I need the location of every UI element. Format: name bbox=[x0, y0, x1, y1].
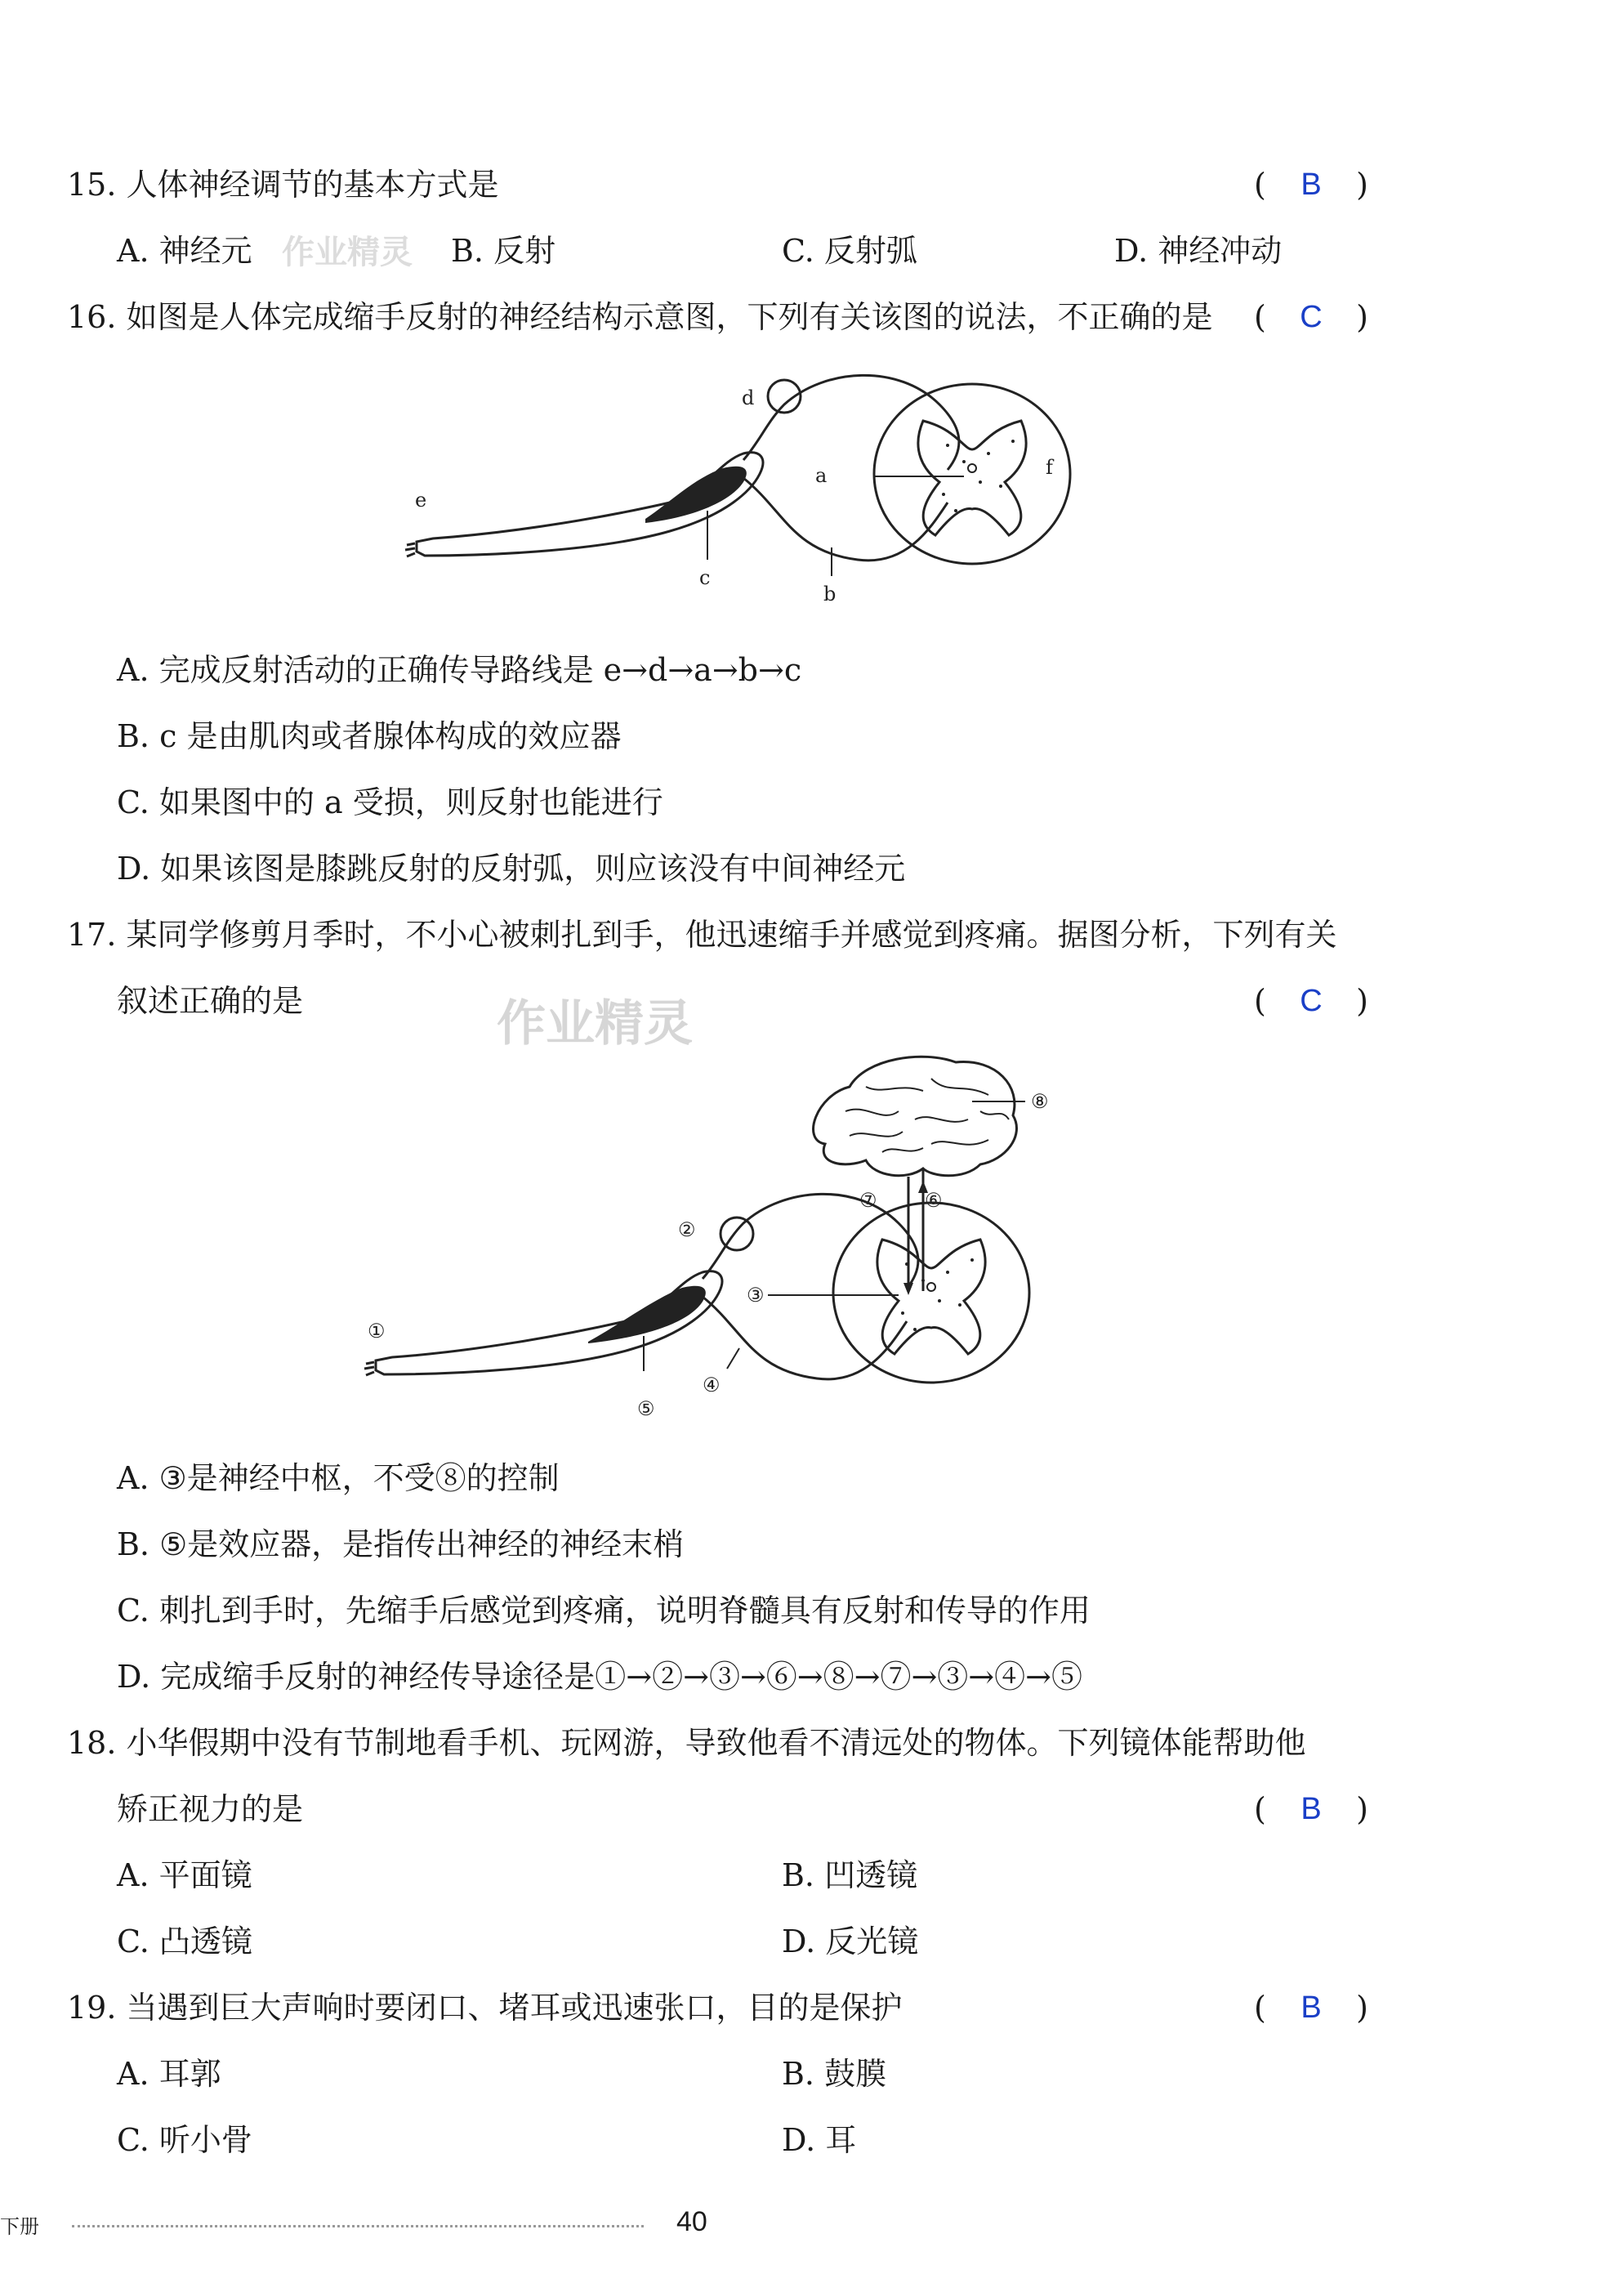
question-16-option-a: A. 完成反射活动的正确传导路线是 e→d→a→b→c bbox=[117, 652, 802, 688]
question-15-option-d: D. 神经冲动 bbox=[1114, 233, 1283, 269]
figure-label-d: d bbox=[742, 386, 755, 409]
answer-letter: B bbox=[1301, 168, 1322, 202]
question-15-option-c: C. 反射弧 bbox=[782, 233, 917, 269]
question-19-option-a: A. 耳郭 bbox=[117, 2056, 221, 2092]
question-15-option-b: B. 反射 bbox=[451, 233, 556, 269]
question-17-option-c: C. 刺扎到手时，先缩手后感觉到疼痛，说明脊髓具有反射和传导的作用 bbox=[117, 1593, 1091, 1629]
question-19-stem: 19. 当遇到巨大声响时要闭口、堵耳或迅速张口，目的是保护 bbox=[67, 1990, 903, 2026]
question-19-option-d: D. 耳 bbox=[782, 2122, 857, 2158]
reflex-arc-figure-16 bbox=[400, 372, 1086, 617]
question-17-option-d: D. 完成缩手反射的神经传导途径是①→②→③→⑥→⑧→⑦→③→④→⑤ bbox=[117, 1659, 1082, 1695]
answer-letter: B bbox=[1301, 1792, 1322, 1826]
figure-label-b: b bbox=[823, 583, 837, 605]
figure-label-6: ⑥ bbox=[925, 1189, 943, 1212]
question-18-stem-continued: 矫正视力的是 bbox=[117, 1791, 304, 1827]
question-19-option-c: C. 听小骨 bbox=[117, 2122, 252, 2158]
figure-label-e: e bbox=[415, 489, 427, 512]
figure-label-2: ② bbox=[678, 1218, 696, 1241]
answer-letter: B bbox=[1301, 1990, 1322, 2025]
question-16-stem: 16. 如图是人体完成缩手反射的神经结构示意图，下列有关该图的说法，不正确的是 bbox=[67, 299, 1213, 335]
question-15-stem: 15. 人体神经调节的基本方式是 bbox=[67, 167, 499, 203]
figure-label-3: ③ bbox=[747, 1284, 765, 1307]
question-17-option-b: B. ⑤是效应器，是指传出神经的神经末梢 bbox=[117, 1526, 685, 1562]
figure-label-a: a bbox=[815, 464, 828, 487]
figure-label-1: ① bbox=[368, 1320, 386, 1343]
figure-label-f: f bbox=[1046, 456, 1053, 479]
figure-label-5: ⑤ bbox=[637, 1397, 655, 1420]
question-17-stem-continued: 叙述正确的是 bbox=[117, 983, 304, 1019]
figure-label-c: c bbox=[699, 566, 711, 589]
question-18-option-a: A. 平面镜 bbox=[117, 1857, 252, 1893]
figure-label-4: ④ bbox=[703, 1374, 721, 1396]
figure-label-8: ⑧ bbox=[1031, 1090, 1049, 1113]
question-17-option-a: A. ③是神经中枢，不受⑧的控制 bbox=[117, 1460, 560, 1496]
question-16-option-d: D. 如果该图是膝跳反射的反射弧，则应该没有中间神经元 bbox=[117, 851, 906, 887]
reflex-arc-figure-17 bbox=[359, 1046, 1095, 1430]
question-16-option-b: B. c 是由肌肉或者腺体构成的效应器 bbox=[117, 718, 622, 754]
question-18-stem: 18. 小华假期中没有节制地看手机、玩网游，导致他看不清远处的物体。下列镜体能帮助他 bbox=[67, 1725, 1306, 1761]
footer-section-label: 下册 bbox=[0, 2215, 39, 2238]
watermark: 作业精灵 bbox=[282, 234, 413, 271]
figure-label-7: ⑦ bbox=[859, 1189, 877, 1212]
watermark: 作业精灵 bbox=[497, 995, 693, 1052]
question-19-option-b: B. 鼓膜 bbox=[782, 2056, 887, 2092]
question-18-option-b: B. 凹透镜 bbox=[782, 1857, 918, 1893]
page-number: 40 bbox=[676, 2206, 707, 2237]
worksheet-page: 作业精灵 作业精灵 15. 人体神经调节的基本方式是 ( B ) A. 神经元 B. 反射 C. 反射弧 D. 神经冲动 16. 如图是人体完成缩手反射的神经结构示意图，下列有关该图的说法，不正确的是 ( C ) d a f e c b A. 完成反射活动的正确传导路线是 e→d→a→b→c B. c 是由肌肉或者腺体构成的效应器 C. 如果图中的 a 受损，则反射也能进行 D. 如果该图是膝跳反射的反射弧，则应该没有中间神经元 17. 某同学修剪月季时，不小心被刺扎到手，他迅速缩手并感觉到疼痛。据图分析，下列有关 叙述正确的是 ( C ) ⑧ ⑦ ⑥ ② ③ ① ④ ⑤ A. ③是神经中枢，不受⑧的控制 B. ⑤是效应器，是指传出神经的神经末梢 C. 刺扎到手时，先缩手后感觉到疼痛，说明脊髓具有反射和传导的作用 D. 完成缩手反射的神经传导途径是①→②→③→⑥→⑧→⑦→③→④→⑤ 18. 小华假期中没有节制地看手机、玩网游，导致他看不清远处的物体。下列镜体能帮助他 矫正视力的是 ( B ) A. 平面镜 B. 凹透镜 C. 凸透镜 D. 反光镜 19. 当遇到巨大声响时要闭口、堵耳或迅速张口，目的是保护 ( B ) A. 耳郭 B. 鼓膜 C. 听小骨 D. 耳 下册 40 bbox=[0, 167, 1368, 2238]
question-18-option-c: C. 凸透镜 bbox=[117, 1923, 252, 1959]
question-15-option-a: A. 神经元 bbox=[117, 233, 252, 269]
answer-letter: C bbox=[1300, 300, 1323, 334]
question-17-stem: 17. 某同学修剪月季时，不小心被刺扎到手，他迅速缩手并感觉到疼痛。据图分析，下列有关 bbox=[67, 917, 1337, 953]
question-16-option-c: C. 如果图中的 a 受损，则反射也能进行 bbox=[117, 784, 663, 820]
footer-divider bbox=[72, 2225, 644, 2227]
answer-letter: C bbox=[1300, 984, 1323, 1018]
question-18-option-d: D. 反光镜 bbox=[782, 1923, 919, 1959]
